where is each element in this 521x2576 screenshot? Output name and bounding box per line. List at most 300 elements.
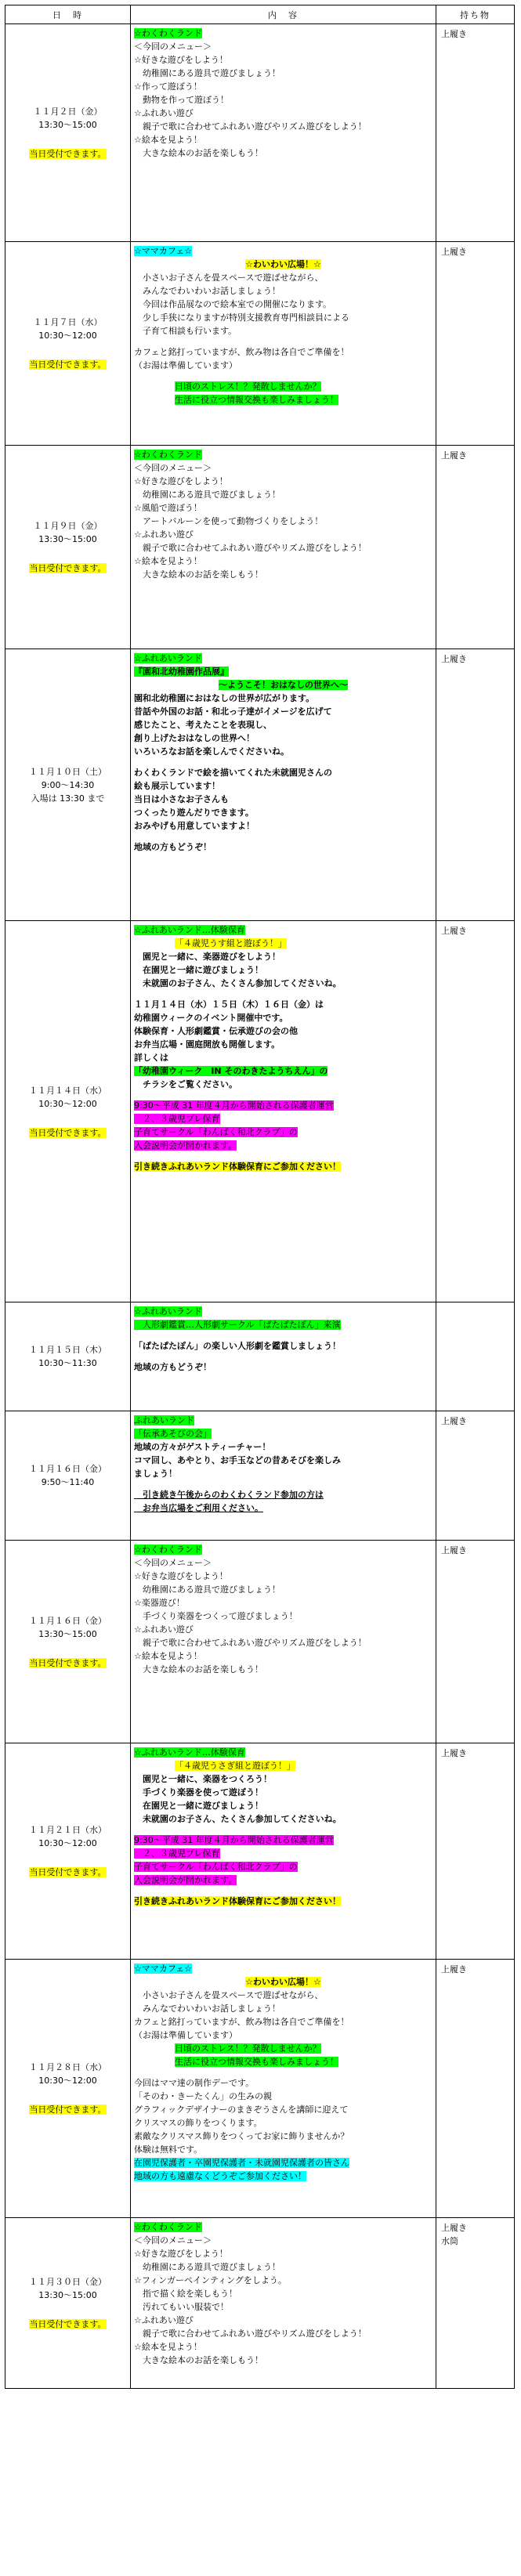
content-cell <box>131 1411 436 1541</box>
content-text: 園児と一緒に、楽器をつくろう！ <box>134 1774 272 1784</box>
date-cell <box>5 1743 131 1960</box>
content-line <box>134 501 432 515</box>
bring-item: 上履き <box>441 926 467 936</box>
content-text: ☆好きな遊びをしよう！ <box>134 2249 228 2259</box>
content-line <box>134 652 432 665</box>
content-line <box>134 284 432 298</box>
content-text: ☆わくわくランド <box>134 2222 202 2232</box>
content-text: 親子で歌に合わせてふれあい遊びやリズム遊びをしよう！ <box>134 121 367 132</box>
content-line <box>134 2287 432 2300</box>
content-line <box>134 1962 432 1975</box>
content-text: ましょう！ <box>134 1469 177 1479</box>
content-line <box>134 27 432 40</box>
content-text: 詳しくは <box>134 1053 168 1063</box>
date-line: 13:30～15:00 <box>38 534 97 544</box>
content-line <box>134 1488 432 1501</box>
content-line <box>134 678 432 692</box>
content-line <box>134 93 432 107</box>
content-text: 地域の方もどうぞ！ <box>134 842 212 852</box>
content-text: ２、３歳児プレ保育 <box>134 1114 220 1124</box>
schedule-row <box>5 1960 515 2218</box>
content-text: 在園児と一緒に遊びましょう！ <box>134 1801 263 1811</box>
content-text: ☆絵本を見よう！ <box>134 2342 202 2352</box>
date-line: 10:30～12:00 <box>38 2076 97 2086</box>
content-text: 『園和北幼稚園作品展』 <box>134 667 229 677</box>
content-line <box>134 515 432 528</box>
content-line <box>134 1318 432 1331</box>
header-bring: 持ち物 <box>436 5 515 24</box>
content-text: ＜今回のメニュー＞ <box>134 42 212 52</box>
content-text: ☆ふれあいランド…体験保育 <box>134 925 245 935</box>
content-line <box>134 1583 432 1596</box>
content-text: 小さいお子さんを畳スペースで遊ばせながら、 <box>134 1990 324 2000</box>
date-cell <box>5 446 131 649</box>
content-text: 当日は小さなお子さんも <box>134 794 229 804</box>
content-text: 引き続き午後からのわくわくランド参加の方は <box>134 1490 324 1500</box>
content-text: ２、３歳児プレ保育 <box>134 1848 220 1859</box>
bring-item: 上履き <box>441 1748 467 1758</box>
content-line <box>134 80 432 93</box>
schedule-table <box>5 5 515 2389</box>
content-line <box>134 937 432 950</box>
content-line <box>134 2029 432 2042</box>
content-line <box>134 528 432 541</box>
content-text: 幼稚園にある遊具で遊びましょう！ <box>134 490 280 500</box>
content-text: チラシをご覧ください。 <box>134 1079 237 1089</box>
bring-item: 上履き <box>441 2223 467 2233</box>
content-text: 園和北幼稚園におはなしの世界が広がります。 <box>134 693 315 703</box>
content-line <box>134 779 432 793</box>
content-line <box>134 2220 432 2234</box>
content-text: ☆ふれあいランド…体験保育 <box>134 1747 245 1758</box>
content-line <box>134 1799 432 1812</box>
content-line <box>134 2354 432 2367</box>
content-line <box>134 2015 432 2029</box>
content-line <box>134 40 432 53</box>
content-text: 日頃のストレス！？発散しませんか？ <box>175 381 321 392</box>
walk-in-badge: 当日受付できます。 <box>29 1127 107 1138</box>
content-line <box>134 541 432 555</box>
date-line: 13:30～15:00 <box>38 2290 97 2300</box>
bring-item: 上履き <box>441 1964 467 1974</box>
content-text: ＜今回のメニュー＞ <box>134 2235 212 2245</box>
content-text: アートバルーンを使って動物づくりをしよう！ <box>134 516 324 526</box>
bring-item: 上履き <box>441 1416 467 1426</box>
schedule-row <box>5 446 515 649</box>
date-line: 10:30～11:30 <box>38 1358 97 1368</box>
content-line <box>134 1467 432 1480</box>
content-cell <box>131 1743 436 1960</box>
content-text: 地域の方々がゲストティーチャー！ <box>134 1442 271 1452</box>
content-text: つくったり遊んだりできます。 <box>134 807 254 818</box>
content-line <box>134 393 432 406</box>
content-text: 9:30～平成 31 年度４月から開始される保護者運営 <box>134 1835 334 1845</box>
content-cell <box>131 1541 436 1743</box>
content-text: みんなでわいわいお話しましょう！ <box>134 2003 280 2014</box>
content-line <box>134 2260 432 2274</box>
content-text: 「幼稚園ウィーク IN そのわきたようちえん」の <box>134 1066 328 1076</box>
content-text: ☆絵本を見よう！ <box>134 556 202 566</box>
content-line <box>134 2130 432 2143</box>
date-cell <box>5 649 131 921</box>
content-line <box>134 311 432 324</box>
content-text: 素敵なクリスマス飾りをつくってお家に飾りませんか？ <box>134 2131 349 2141</box>
content-text: 創り上げたおはなしの世界へ！ <box>134 733 255 743</box>
content-cell <box>131 446 436 649</box>
content-text: 大きな絵本のお話を楽しもう！ <box>134 1664 263 1675</box>
content-line <box>134 1570 432 1583</box>
content-line <box>134 840 432 854</box>
content-line <box>134 1895 432 1908</box>
content-text: クリスマスの飾りをつくります。 <box>134 2118 262 2128</box>
date-line: 9:50～11:40 <box>41 1477 95 1487</box>
date-cell <box>5 1302 131 1411</box>
content-line <box>134 1556 432 1570</box>
content-line <box>134 146 432 160</box>
content-text: ☆好きな遊びをしよう！ <box>134 1571 228 1581</box>
content-text: お弁当広場をご利用ください。 <box>134 1503 263 1513</box>
content-line <box>134 133 432 146</box>
content-text: カフェと銘打っていますが、飲み物は各自でご準備を！ <box>134 347 349 357</box>
content-line <box>134 2314 432 2327</box>
content-line <box>134 1610 432 1623</box>
content-text: 地域の方も遠慮なくどうぞご参加ください！ <box>134 2171 306 2181</box>
content-text: ☆ふれあい遊び <box>134 2315 194 2325</box>
bring-item: 上履き <box>441 450 467 461</box>
content-line <box>134 1024 432 1038</box>
content-line <box>134 2103 432 2116</box>
content-text: 「そのわ・きーたくん」の生みの親 <box>134 2091 272 2101</box>
schedule-row <box>5 1411 515 1541</box>
content-text: ☆ふれあいランド <box>134 653 202 663</box>
content-line <box>134 1414 432 1427</box>
content-text: 幼稚園にある遊具で遊びましょう！ <box>134 68 280 78</box>
schedule-row <box>5 1541 515 1743</box>
schedule-row <box>5 649 515 921</box>
bring-item: 上履き <box>441 654 467 664</box>
content-text: ＜今回のメニュー＞ <box>134 463 212 473</box>
content-text: いろいろなお話を楽しんでくださいね。 <box>134 746 289 757</box>
content-text: お弁当広場・園庭開放も開催します。 <box>134 1039 280 1050</box>
content-line <box>134 1078 432 1091</box>
content-text: 手づくり楽器を使って遊ぼう！ <box>134 1787 263 1797</box>
content-line <box>134 2247 432 2260</box>
content-line <box>134 120 432 133</box>
content-text: ＜今回のメニュー＞ <box>134 1558 212 1568</box>
schedule-row <box>5 242 515 446</box>
content-text: 汚れてもいい服装で！ <box>134 2302 229 2312</box>
content-line <box>134 819 432 833</box>
content-line <box>134 923 432 937</box>
content-line <box>134 1427 432 1440</box>
content-line <box>134 977 432 990</box>
date-line: １１月１６日（金） <box>29 1464 107 1474</box>
bring-cell <box>436 24 515 242</box>
content-text: 生活に役立つ情報交換も楽しみましょう！ <box>175 2057 338 2067</box>
content-text: 幼稚園にある遊具で遊びましょう！ <box>134 1584 280 1595</box>
content-line <box>134 1834 432 1847</box>
date-cell <box>5 2218 131 2389</box>
bring-cell <box>436 921 515 1302</box>
content-line <box>134 1339 432 1353</box>
content-text: 未就園のお子さん、たくさん参加してくださいね。 <box>134 978 342 988</box>
content-line <box>134 2234 432 2247</box>
content-line <box>134 732 432 745</box>
walk-in-badge: 当日受付できます。 <box>29 1867 107 1877</box>
content-text: 園児と一緒に、楽器遊びをしよう！ <box>134 952 280 962</box>
bring-cell <box>436 1541 515 1743</box>
content-line <box>134 1305 432 1318</box>
date-line: １１月７日（水） <box>33 317 103 327</box>
content-text: ☆ふれあい遊び <box>134 108 194 118</box>
content-line <box>134 107 432 120</box>
content-text: ☆好きな遊びをしよう！ <box>134 55 228 65</box>
date-line: １１月９日（金） <box>33 521 103 531</box>
content-text: 大きな絵本のお話を楽しもう！ <box>134 569 263 580</box>
content-line <box>134 2143 432 2156</box>
content-line <box>134 244 432 258</box>
spacer <box>134 1887 432 1895</box>
content-line <box>134 1543 432 1556</box>
content-line <box>134 1139 432 1152</box>
content-text: 手づくり楽器をつくって遊びましょう！ <box>134 1611 298 1621</box>
content-line <box>134 271 432 284</box>
bring-cell <box>436 1411 515 1541</box>
content-line <box>134 1663 432 1676</box>
spacer <box>134 2068 432 2076</box>
content-text: 感じたこと、考えたことを表現し、 <box>134 720 272 730</box>
content-line <box>134 1746 432 1759</box>
date-line: １１月３０日（金） <box>29 2277 107 2287</box>
content-line <box>134 2116 432 2130</box>
content-line <box>134 1160 432 1173</box>
spacer <box>134 1091 432 1099</box>
bring-cell <box>436 1743 515 1960</box>
bring-cell <box>436 446 515 649</box>
content-text: 親子で歌に合わせてふれあい遊びやリズム遊びをしよう！ <box>134 2329 367 2339</box>
walk-in-badge: 当日受付できます。 <box>29 149 107 159</box>
content-text: グラフィックデザイナーのまきぞうさんを講師に迎えて <box>134 2105 349 2115</box>
schedule-row <box>5 921 515 1302</box>
content-text: ☆ママカフェ☆ <box>134 1964 193 1974</box>
content-line <box>134 488 432 501</box>
content-line <box>134 1636 432 1649</box>
bring-item: 水筒 <box>441 2236 458 2246</box>
bring-cell <box>436 649 515 921</box>
content-text: ふれあいランド <box>134 1415 194 1425</box>
content-text: ☆わいわい広場！☆ <box>245 1977 321 1987</box>
date-cell <box>5 1411 131 1541</box>
content-text: 9:30～平成 31 年度４月から開始される保護者運営 <box>134 1100 334 1111</box>
content-line <box>134 1099 432 1112</box>
content-text: 大きな絵本のお話を楽しもう！ <box>134 148 263 158</box>
content-line <box>134 1454 432 1467</box>
content-line <box>134 1989 432 2002</box>
content-text: 親子で歌に合わせてふれあい遊びやリズム遊びをしよう！ <box>134 543 367 553</box>
spacer <box>134 1480 432 1488</box>
content-line <box>134 1772 432 1786</box>
content-text: 「４歳児うす組と遊ぼう！」 <box>175 938 287 948</box>
bring-cell <box>436 2218 515 2389</box>
date-cell <box>5 1541 131 1743</box>
date-line: 10:30～12:00 <box>38 331 97 341</box>
content-text: 今回はママ達の制作デーです。 <box>134 2078 255 2088</box>
content-line <box>134 1786 432 1799</box>
content-line <box>134 1596 432 1610</box>
content-text: ☆ふれあい遊び <box>134 529 194 540</box>
content-text: 昔話や外国のお話・和北っ子達がイメージを広げて <box>134 706 332 717</box>
content-text: 「ぱたぱたぽん」の楽しい人形劇を鑑賞しましょう！ <box>134 1341 341 1351</box>
bring-cell <box>436 242 515 446</box>
date-line: １１月１４日（水） <box>29 1085 107 1096</box>
walk-in-badge: 当日受付できます。 <box>29 2105 107 2115</box>
bring-cell <box>436 1302 515 1411</box>
content-line <box>134 324 432 338</box>
content-text: 少し手狭になりますが特別支援教育専門相談員による <box>134 313 349 323</box>
content-text: 入会説明会が開かれます。 <box>134 1875 237 1885</box>
content-text: おみやげも用意していますよ！ <box>134 821 255 831</box>
content-line <box>134 793 432 806</box>
spacer <box>134 372 432 380</box>
content-line <box>134 692 432 705</box>
date-line: １１月２１日（水） <box>29 1825 107 1835</box>
content-line <box>134 53 432 67</box>
date-line: １１月１６日（金） <box>29 1615 107 1626</box>
bring-item: 上履き <box>441 1545 467 1555</box>
content-text: ☆ママカフェ☆ <box>134 246 193 256</box>
content-text: 入会説明会が開かれます。 <box>134 1140 237 1151</box>
content-text: （お湯は準備しています） <box>134 2030 237 2040</box>
content-cell <box>131 1302 436 1411</box>
content-cell <box>131 1960 436 2218</box>
content-line <box>134 2002 432 2015</box>
content-line <box>134 2090 432 2103</box>
schedule-row <box>5 24 515 242</box>
date-line: 13:30～15:00 <box>38 120 97 130</box>
content-line <box>134 1125 432 1139</box>
content-line <box>134 2274 432 2287</box>
content-text: 幼稚園にある遊具で遊びましょう！ <box>134 2262 280 2272</box>
date-line: １１月２８日（水） <box>29 2062 107 2072</box>
content-line <box>134 2076 432 2090</box>
content-text: ☆ふれあいランド <box>134 1306 202 1317</box>
content-line <box>134 718 432 732</box>
content-text: ☆わくわくランド <box>134 450 202 460</box>
content-text: 子育てサークル「わんぱく和北クラブ」の <box>134 1127 298 1137</box>
content-line <box>134 461 432 475</box>
content-text: 動物を作って遊ぼう！ <box>134 95 229 105</box>
content-line <box>134 1440 432 1454</box>
spacer <box>134 758 432 766</box>
spacer <box>134 338 432 345</box>
content-cell <box>131 649 436 921</box>
content-text: 在園児保護者・卒園児保護者・未就園児保護者の皆さん <box>134 2158 349 2168</box>
header-date: 日 時 <box>5 5 131 24</box>
content-line <box>134 665 432 678</box>
walk-in-badge: 当日受付できます。 <box>29 563 107 573</box>
content-line <box>134 766 432 779</box>
content-line <box>134 1623 432 1636</box>
content-text: わくわくランドで絵を描いてくれた未就園児さんの <box>134 768 332 778</box>
content-text: ☆わくわくランド <box>134 1545 202 1555</box>
bring-cell <box>436 1960 515 2218</box>
spacer <box>134 1331 432 1339</box>
content-line <box>134 1860 432 1873</box>
content-line <box>134 2170 432 2183</box>
date-line: 10:30～12:00 <box>38 1838 97 1848</box>
schedule-row <box>5 2218 515 2389</box>
content-line <box>134 1501 432 1515</box>
content-line <box>134 1812 432 1826</box>
content-text: 地域の方もどうぞ！ <box>134 1362 212 1372</box>
content-line <box>134 1038 432 1051</box>
date-line: 13:30～15:00 <box>38 1628 97 1639</box>
date-line: １１月２日（金） <box>33 107 103 117</box>
content-line <box>134 380 432 393</box>
content-text: 在園児と一緒に遊びましょう！ <box>134 965 263 975</box>
header-row <box>5 5 515 24</box>
content-text: 幼稚園ウィークのイベント開催中です。 <box>134 1013 288 1023</box>
content-line <box>134 1051 432 1064</box>
content-cell <box>131 24 436 242</box>
content-line <box>134 806 432 819</box>
content-text: ☆風船で遊ぼう！ <box>134 503 202 513</box>
content-text: 引き続きふれあいランド体験保育にご参加ください！ <box>134 1896 341 1906</box>
content-line <box>134 705 432 718</box>
content-text: 人形劇鑑賞…人形劇サークル「ぱたぱたぽん」来演 <box>134 1320 341 1330</box>
content-text: 指で描く絵を楽しもう！ <box>134 2289 237 2299</box>
content-line <box>134 1975 432 1989</box>
content-text: ～ようこそ！おはなしの世界へ～ <box>219 680 348 690</box>
content-line <box>134 345 432 359</box>
content-line <box>134 1649 432 1663</box>
content-cell <box>131 921 436 1302</box>
content-line <box>134 1064 432 1078</box>
content-text: ☆わくわくランド <box>134 28 202 38</box>
content-text: ☆絵本を見よう！ <box>134 1651 202 1661</box>
spacer <box>134 1826 432 1834</box>
spacer <box>134 990 432 998</box>
content-text: ☆作って遊ぼう！ <box>134 81 202 92</box>
content-text: 子育てサークル「わんぱく和北クラブ」の <box>134 1862 298 1872</box>
date-cell <box>5 242 131 446</box>
spacer <box>134 833 432 840</box>
content-line <box>134 1112 432 1125</box>
content-text: 日頃のストレス！？発散しませんか？ <box>175 2043 321 2054</box>
content-text: 「伝承あそびの会」 <box>134 1429 212 1439</box>
spacer <box>134 1152 432 1160</box>
content-line <box>134 1759 432 1772</box>
content-line <box>134 1847 432 1860</box>
content-text: ☆わいわい広場！☆ <box>245 259 321 269</box>
content-line <box>134 963 432 977</box>
walk-in-badge: 当日受付できます。 <box>29 2319 107 2329</box>
content-line <box>134 2042 432 2055</box>
date-cell <box>5 1960 131 2218</box>
content-text: 体験保育・人形劇鑑賞・伝承遊びの会の他 <box>134 1026 298 1036</box>
date-line: 9:00～14:30 <box>41 779 95 790</box>
content-line <box>134 568 432 581</box>
walk-in-badge: 当日受付できます。 <box>29 1657 107 1668</box>
content-text: １１月１４日（水）１５日（木）１６日（金）は <box>134 999 324 1010</box>
date-cell <box>5 24 131 242</box>
content-text: 生活に役立つ情報交換も楽しみましょう！ <box>175 395 338 405</box>
date-line: 10:30～12:00 <box>38 1098 97 1109</box>
content-line <box>134 475 432 488</box>
content-text: 大きな絵本のお話を楽しもう！ <box>134 2355 263 2365</box>
content-line <box>134 555 432 568</box>
content-line <box>134 2300 432 2314</box>
